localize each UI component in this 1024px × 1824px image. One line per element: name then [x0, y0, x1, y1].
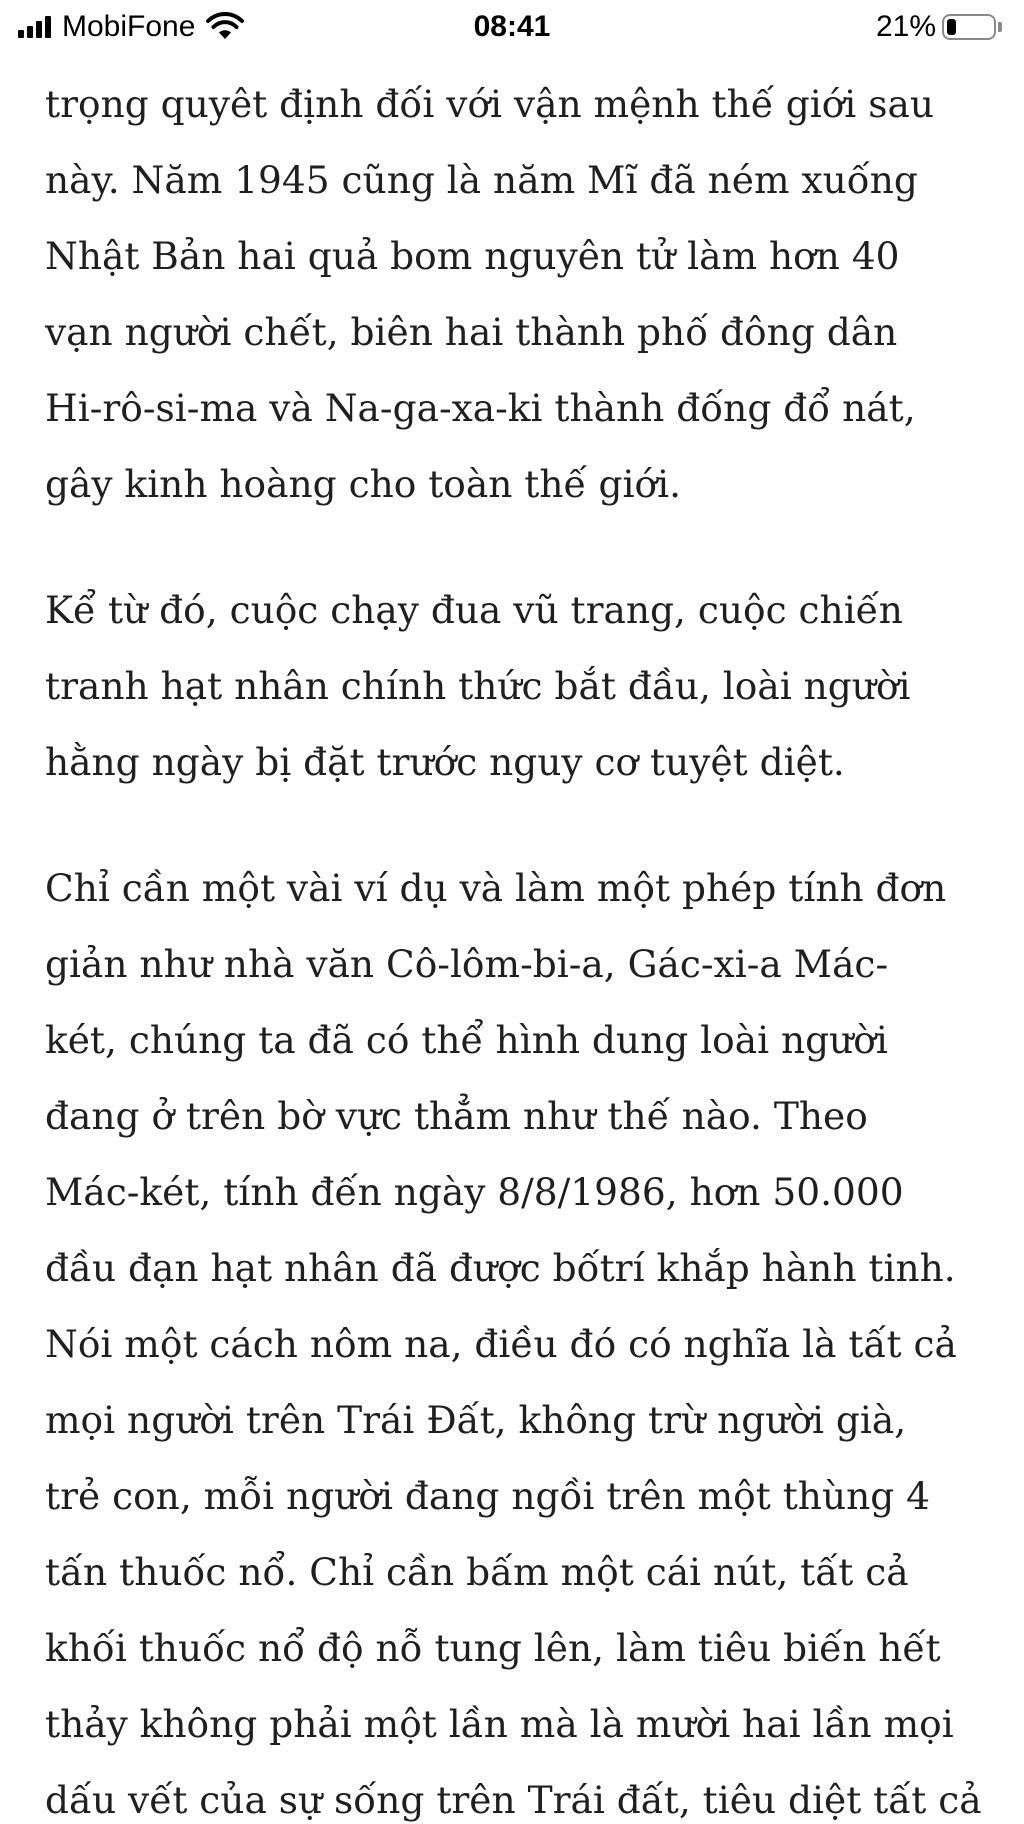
- article-paragraph: [45, 66, 995, 522]
- carrier-name: MobiFone: [62, 10, 196, 43]
- text-line: trẻ con, mỗi người đang ngồi trên một thùng 4: [45, 1474, 931, 1518]
- battery-percent: 21%: [875, 10, 936, 43]
- text-line: Mác-két, tính đến ngày 8/8/1986, hơn 50.000: [45, 1170, 904, 1214]
- status-right: [876, 8, 1002, 46]
- text-line: vạn người chết, biên hai thành phố đông dân: [45, 310, 898, 354]
- text-line: khối thuốc nổ độ nỗ tung lên, làm tiêu biến hết: [45, 1626, 941, 1670]
- text-line: Chỉ cần một vài ví dụ và làm một phép tính đơn: [45, 866, 947, 910]
- battery-level-fill: [947, 19, 956, 35]
- text-line: mọi người trên Trái Đất, không trừ người già,: [45, 1398, 907, 1442]
- battery-icon: [942, 14, 996, 40]
- status-bar: [0, 0, 1024, 56]
- text-line: trọng quyêt định đối với vận mệnh thế giới sau: [45, 82, 934, 126]
- text-line: giản như nhà văn Cô-lôm-bi-a, Gác-xi-a Mác-: [45, 942, 889, 986]
- text-line: hằng ngày bị đặt trước nguy cơ tuyệt diệt.: [45, 740, 845, 784]
- text-line: thảy không phải một lần mà là mười hai lần mọi: [45, 1702, 954, 1746]
- text-line: Hi-rô-si-ma và Na-ga-xa-ki thành đống đổ nát,: [45, 386, 916, 430]
- battery-tip: [998, 22, 1002, 32]
- text-line: này. Năm 1945 cũng là năm Mĩ đã ném xuống: [45, 158, 918, 202]
- text-line: két, chúng ta đã có thể hình dung loài người: [45, 1018, 888, 1062]
- text-line: Nhật Bản hai quả bom nguyên tử làm hơn 40: [45, 234, 900, 278]
- article-paragraph: [45, 572, 995, 800]
- text-line: Nói một cách nôm na, điều đó có nghĩa là tất cả: [45, 1322, 957, 1366]
- text-line: tranh hạt nhân chính thức bắt đầu, loài người: [45, 664, 911, 708]
- text-line: dấu vết của sự sống trên Trái đất, tiêu diệt tất cả: [45, 1778, 982, 1822]
- article-paragraph: [45, 850, 995, 1824]
- text-line: Kể từ đó, cuộc chạy đua vũ trang, cuộc chiến: [45, 588, 903, 632]
- text-line: đang ở trên bờ vực thẳm như thế nào. Theo: [45, 1094, 868, 1138]
- article-body: [45, 66, 995, 1824]
- status-time: 08:41: [473, 10, 551, 43]
- text-line: đầu đạn hạt nhân đã được bốtrí khắp hành tinh.: [45, 1246, 956, 1290]
- text-line: tấn thuốc nổ. Chỉ cần bấm một cái nút, tất cả: [45, 1550, 909, 1594]
- text-line: gây kinh hoàng cho toàn thế giới.: [45, 462, 681, 506]
